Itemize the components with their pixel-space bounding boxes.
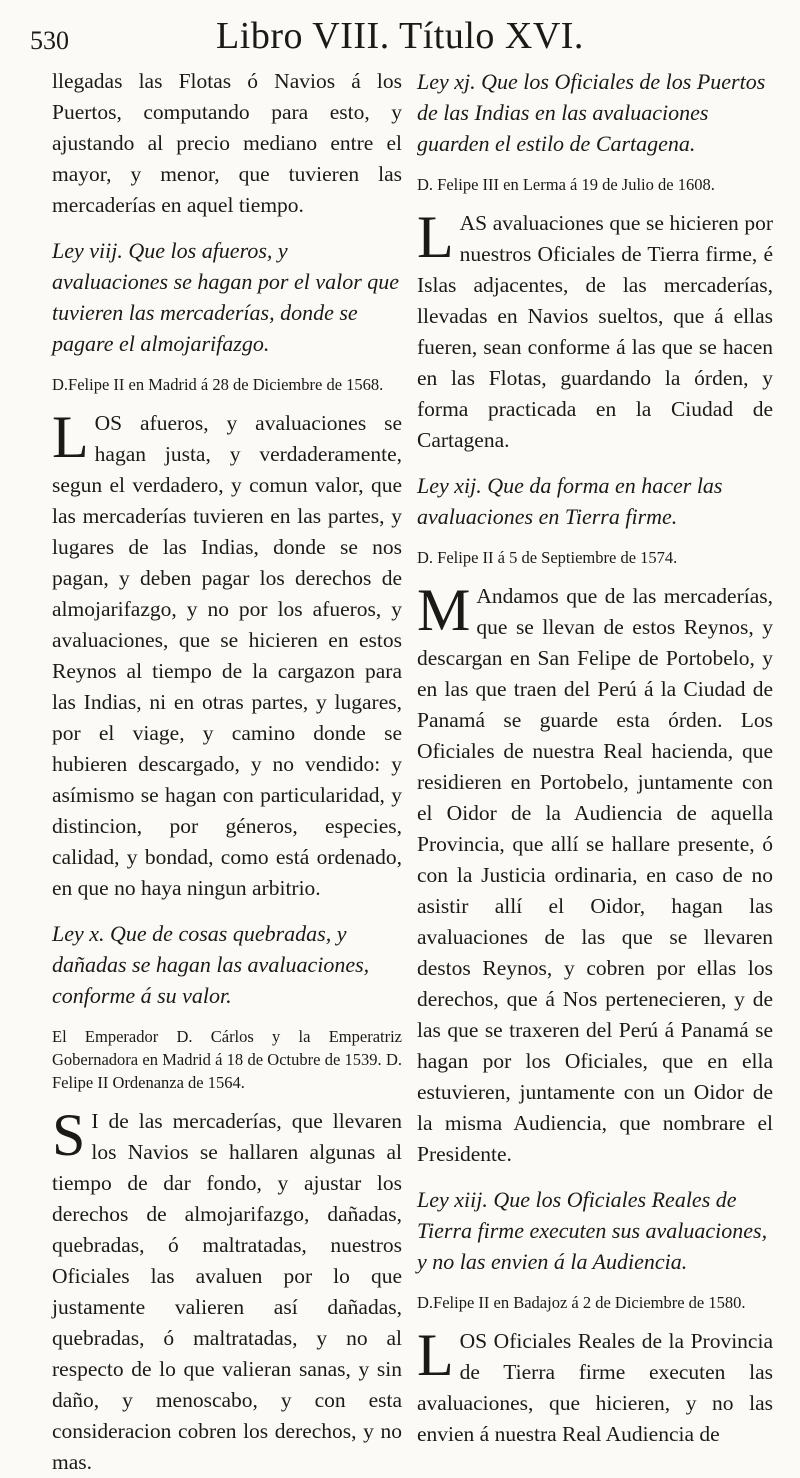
drop-cap: L [52,404,89,470]
law-title: Ley xij. Que da forma en hacer las avaluaciones en Tierra firme. [417,473,723,529]
law-source: D.Felipe II en Madrid á 28 de Diciembre de 1568. [52,375,384,394]
law-text: OS afueros, y avaluaciones se hagan justa, y verdaderamente, segun el verdadero, y comun valor, que las mercaderías tuvieren en las partes, y lugares de las Indias, donde se nos pagan, y deben pagar los derechos de almojarifazgo, y no por los afueros, y avaluaciones, que se hicieren en estos Reynos al tiempo de la cargazon para las Indias, ni en otras partes, y lugares, por el viage, y camino donde se hubieren descargado, y no vendido: y asímismo se hagan con particularidad, y distincion, por géneros, especies, calidad, y bondad, como está ordenado, en que no haya ningun arbitrio. [52,411,402,900]
law-11 [417,66,773,456]
law-body [417,1322,773,1450]
law-8 [52,235,402,904]
law-body [52,404,402,904]
running-head: Libro VIII. Título XVI. [216,15,584,57]
drop-cap: M [417,577,471,643]
law-body [417,577,773,1170]
law-body [52,1102,402,1478]
law-title: Ley x. Que de cosas quebradas, y dañadas se hagan las avaluaciones, conforme á su valor. [52,921,370,1008]
drop-cap: L [417,204,454,270]
law-text: Andamos que de las mercaderías, que se llevan de estos Reynos, y descargan en San Felipe de Portobelo, y en las que traen del Perú á la Ciudad de Panamá se guarde esta órden. Los Oficiales de nuestra Real hacienda, que residieren en Portobelo, juntamente con el Oidor de la Audiencia de aquella Provincia, que allí se hallare presente, ó con la Justicia ordinaria, en caso de no asistir allí el Oidor, hagan las avaluaciones de las que se llevaren destos Reynos, y cobren por ellas los derechos, que á Nos pertenecieren, y de las que se traxeren del Perú á Panamá se hagan por los Oficiales, que en ella estuvieren, juntamente con un Oidor de la misma Audiencia, que nombrare el Presidente. [417,584,773,1166]
law-text: AS avaluaciones que se hicieren por nuestros Oficiales de Tierra firme, é Islas adjacentes, de las mercaderías, llevadas en Navios sueltos, que á ellas fueren, sean conforme á las que se hacen en las Flotas, guardando la órden, y forma practicada en la Ciudad de Cartagena. [417,211,773,452]
law-source: D.Felipe II en Badajoz á 2 de Diciembre de 1580. [417,1293,746,1312]
law-title: Ley xiij. Que los Oficiales Reales de Tierra firme executen sus avaluaciones, y no las envien á la Audiencia. [417,1187,768,1274]
law-13 [417,1184,773,1450]
law-source: D. Felipe III en Lerma á 19 de Julio de 1608. [417,175,715,194]
drop-cap: S [52,1102,86,1168]
law-body [417,204,773,456]
law-10 [52,918,402,1478]
law-12 [417,470,773,1170]
page-header [0,4,800,64]
law-text: I de las mercaderías, que llevaren los Navios se hallaren algunas al tiempo de dar fondo, y ajustar los derechos de almojarifazgo, dañadas, quebradas, ó maltratadas, nuestros Oficiales las avaluen por lo que justamente valieren así dañadas, quebradas, ó maltratadas, y no al respecto de lo que valieran sanas, y sin daño, y menoscabo, y con esta consideracion cobren los derechos, y no mas. [52,1109,402,1474]
page-number: 530 [30,26,69,55]
drop-cap: L [417,1322,454,1388]
left-column [52,66,402,1478]
law-source: El Emperador D. Cárlos y la Emperatriz Gobernadora en Madrid á 18 de Octubre de 1539. D. Felipe II Ordenanza de 1564. [52,1027,402,1092]
law-title: Ley xj. Que los Oficiales de los Puertos de las Indias en las avaluaciones guarden el estilo de Cartagena. [417,69,766,156]
law-title: Ley viij. Que los afueros, y avaluaciones se hagan por el valor que tuvieren las mercaderías, donde se pagare el almojarifazgo. [52,238,400,356]
law-text: OS Oficiales Reales de la Provincia de Tierra firme executen las avaluaciones, que hicieren, y no las envien á nuestra Real Audiencia de [417,1329,773,1446]
continuation-paragraph: llegadas las Flotas ó Navios á los Puertos, computando para esto, y ajustando al precio mediano entre el mayor, y menor, que tuvieren las mercaderías en aquel tiempo. [52,69,402,217]
law-source: D. Felipe II á 5 de Septiembre de 1574. [417,548,678,567]
right-column [417,66,773,1450]
